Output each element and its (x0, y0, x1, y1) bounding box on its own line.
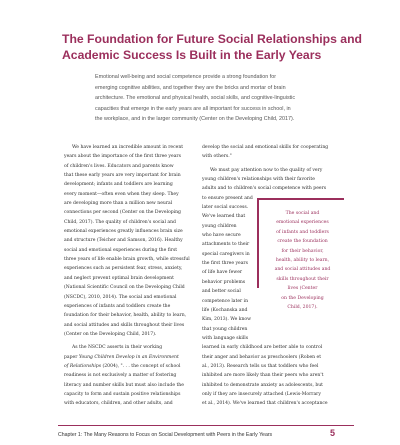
body-line: literacy and number skills but must also include the (64, 382, 184, 388)
body-line: life (Kochanska and (202, 307, 248, 313)
intro-line: capacities that emerge in the early years are all important for success in school, in (95, 105, 291, 112)
body-line: develop the social and emotional skills for cooperating (202, 145, 329, 150)
body-line: are developing more than a million new neural (64, 201, 173, 207)
pull-quote-line: on the Developing (281, 295, 324, 301)
running-footer: Chapter 1: The Many Reasons to Focus on Social Development with Peers in the Early Years (58, 432, 273, 438)
body-line: emotional experiences greatly influences brain size (64, 229, 183, 235)
intro-paragraph (95, 72, 365, 125)
intro-line: the workplace, and in the larger community (Center on the Developing Child, 2017). (95, 116, 295, 123)
body-line: with others." (202, 154, 232, 160)
body-line: (NSCDC), 2010, 2014). The social and emotional (64, 294, 177, 300)
pull-quote-line: for their behavior, (281, 248, 324, 254)
body-line: and better social (202, 289, 241, 295)
body-line: three years of life enable brain growth, while stressful (64, 257, 190, 263)
body-text: (2004), ". . . the concept of school (101, 363, 181, 369)
body-line: experiences such as persistent fear, stress, anxiety, (64, 266, 183, 272)
body-line: only if they are insecurely attached (Lewis-Morrary (202, 391, 321, 397)
paper-title-italic: Young Children Develop in an Environment (78, 354, 179, 360)
body-line: that young children (202, 326, 248, 332)
page-number: 5 (330, 428, 336, 438)
body-line: foundation for their behavior, health, ability to learn, (64, 313, 187, 319)
body-line: with educators, children, and other adults, and (64, 401, 173, 407)
intro-line: emerging cognitive abilities, and together they are the bricks and mortar of brain (95, 84, 286, 91)
body-line: adults and to children's social competence with peers (202, 186, 327, 192)
body-line: young children (202, 223, 237, 229)
body-line: al., 2013). Research tells us that toddlers who feel (202, 363, 319, 369)
body-line: special caregivers in (202, 251, 250, 257)
body-line: Child, 2017). The quality of children's social and (64, 219, 176, 225)
body-line (64, 353, 192, 362)
footer-divider (58, 425, 354, 426)
body-line: that these early years are very important for brain (64, 173, 181, 179)
pull-quote-line: Child, 2017). (287, 305, 318, 311)
body-line: and social attitudes and skills throughout their lives (64, 322, 185, 328)
pull-quote (257, 198, 344, 311)
body-line: As the NSCDC asserts in their working (72, 345, 163, 351)
body-line: and structure (Teicher and Samson, 2016). Healthy (64, 238, 183, 244)
body-line: every moment—often even when they sleep. They (64, 191, 179, 197)
pull-quote-line: and social attitudes and (274, 267, 331, 273)
body-line: connections per second (Center on the Developing (64, 210, 181, 216)
body-line: development; infants and toddlers are learning (64, 182, 173, 188)
body-line: young children's relationships with their favorite (202, 177, 315, 183)
pull-quote-line: skills throughout their (276, 276, 329, 282)
body-line: later social success. (202, 205, 249, 211)
body-line: experiences of infants and toddlers create the (64, 303, 171, 309)
pull-quote-line: emotional experiences (276, 220, 329, 226)
body-line: to ensure present and (202, 195, 253, 201)
body-line: capacity to form and sustain positive relationships (64, 391, 181, 397)
title-line: Academic Success Is Built in the Early Years (62, 48, 322, 62)
body-line: and neglect prevent optimal brain development (64, 275, 174, 281)
title-line: The Foundation for Future Social Relationships and (62, 32, 362, 46)
body-line: attachments to their (202, 242, 250, 248)
body-line: learned in early childhood are better able to control (202, 345, 323, 351)
body-line: readiness is not exclusively a matter of fostering (64, 373, 177, 379)
body-line: behavior problems (202, 279, 246, 285)
intro-line: architecture. The emotional and physical health, social skills, and cognitive-linguistic (95, 95, 296, 102)
body-line: of life have fewer (202, 270, 243, 276)
body-line: their anger and behavior as preschoolers (Roben et (202, 354, 322, 360)
body-line: (National Scientific Council on the Developing Child (64, 285, 185, 291)
pull-quote-line: create the foundation (277, 239, 328, 245)
body-line: inhibited are more likely than their peers who aren't (202, 373, 324, 379)
body-line: Kim, 2013). We know (202, 317, 252, 323)
body-line (64, 362, 192, 371)
body-line: We have learned an incredible amount in recent (72, 145, 184, 150)
body-line: the first three years (202, 261, 248, 267)
body-line: (Center on the Developing Child, 2017). (64, 331, 157, 337)
body-line: et al., 2014). We've learned that children's acceptance (202, 401, 328, 407)
body-text: paper (64, 354, 79, 360)
paper-title-italic: of Relationships (64, 363, 102, 369)
pull-quote-line: health, ability to learn, (275, 258, 330, 264)
body-line: years about the importance of the first three years (64, 154, 181, 160)
pull-quote-line: lives (Center (287, 286, 318, 292)
body-line: competence later in (202, 298, 249, 304)
body-line: inhibited to demonstrate anxiety as adolescents, but (202, 382, 324, 388)
body-line: We must pay attention now to the quality of very (210, 167, 323, 173)
pull-quote-line: The social and (285, 211, 320, 216)
body-line: who have secure (202, 233, 241, 239)
body-line: social and emotional experiences during the first (64, 247, 178, 253)
pull-quote-line: of infants and toddlers (276, 229, 329, 235)
body-line: We've learned that (202, 214, 246, 220)
body-line: of children's lives. Educators and parents know (64, 163, 174, 169)
intro-line: Emotional well-being and social competence provide a strong foundation for (95, 74, 276, 80)
section-title (62, 31, 372, 63)
left-column (64, 143, 192, 409)
body-line: with language skills (202, 335, 249, 341)
